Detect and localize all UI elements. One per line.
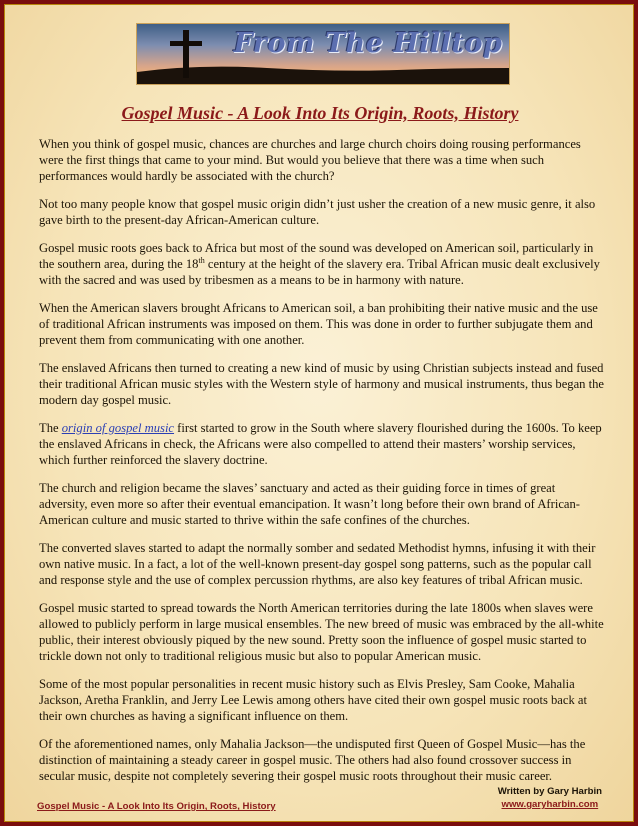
paragraph: Not too many people know that gospel music origin didn’t just usher the creation of a new music genre, it also gave birth to the present-day African-American culture. xyxy=(39,197,596,227)
footer-author: Written by Gary Harbin xyxy=(497,786,602,797)
origin-of-gospel-music-link[interactable]: origin of gospel music xyxy=(61,421,175,435)
paragraph: Gospel music started to spread towards the North American territories during the late 1800s when slaves were allowed to publicly perform in large musical ensembles. The new breed of music was embraced by the all-white public, their interest obviously piqued by the new sound. Pretty soon the influence of gospel music started to trickle down not only to traditional religious music but also to popular American music. xyxy=(39,601,604,663)
paragraph: The converted slaves started to adapt the normally somber and sedated Methodist hymns, infusing it with their own native music. In a fact, a lot of the well-known present-day gospel song patterns, such as the popular call and response style and the use of complex percussion rhythms, are also key features of tribal African music. xyxy=(39,541,596,587)
paragraph xyxy=(39,240,605,288)
article-title: Gospel Music - A Look Into Its Origin, Roots, History xyxy=(121,103,519,123)
paragraph: When the American slavers brought Africans to American soil, a ban prohibiting their native music and the use of traditional African instruments was imposed on them. This was done in order to further subjugate them and prevent them from communicating with one another. xyxy=(39,301,598,347)
superscript: th xyxy=(198,255,205,265)
footer-site-link[interactable]: www.garyharbin.com xyxy=(501,799,599,810)
banner-title: From The Hilltop xyxy=(233,28,503,59)
paragraph: The enslaved Africans then turned to creating a new kind of music by using Christian subjects instead and fused their traditional African music styles with the Western style of harmony and musical instruments, thus began the modern day gospel music. xyxy=(39,361,605,407)
paragraph-text: The xyxy=(39,421,62,435)
article-body xyxy=(39,136,605,796)
paragraph-text: century at the height of the slavery era. Tribal African music dealt exclusively with the sacred and was used by tribesmen as a means to be in harmony with nature. xyxy=(39,257,600,287)
footer-article-title[interactable]: Gospel Music - A Look Into Its Origin, Roots, History xyxy=(37,801,276,812)
paragraph: The church and religion became the slaves’ sanctuary and acted as their guiding force in times of great adversity, even more so after their eventual emancipation. It wasn’t long before their own brand of African-American culture and music started to thrive within the safe confines of the churches. xyxy=(39,481,580,527)
paragraph: When you think of gospel music, chances are churches and large church choirs doing rousing performances were the first things that came to your mind. But would you believe that there was a time when such performances would hardly be associated with the church? xyxy=(39,137,581,183)
paragraph: Some of the most popular personalities in recent music history such as Elvis Presley, Sam Cooke, Mahalia Jackson, Aretha Franklin, and Jerry Lee Lewis among others have cited their own gospel music roots back at their own churches as having a significant influence on them. xyxy=(39,677,588,723)
paragraph-text: Gospel music roots goes back to Africa but most of the sound was developed on American soil, particularly in the southern area, during the 18 xyxy=(39,241,594,271)
paragraph-text: first started to grow in the South where slavery flourished during the 1600s. To keep the enslaved Africans in check, the Africans were also compelled to attend their masters’ worship services, which further reinforced the slavery doctrine. xyxy=(39,421,602,467)
document-page xyxy=(4,4,634,822)
header-banner xyxy=(136,23,510,85)
paragraph xyxy=(39,420,605,468)
paragraph: Of the aforementioned names, only Mahalia Jackson—the undisputed first Queen of Gospel Music—has the distinction of maintaining a steady career in gospel music. The others had also found crossover success in secular music, despite not completely severing their gospel music roots throughout their music career. xyxy=(39,737,586,783)
footer-credits xyxy=(498,785,602,811)
